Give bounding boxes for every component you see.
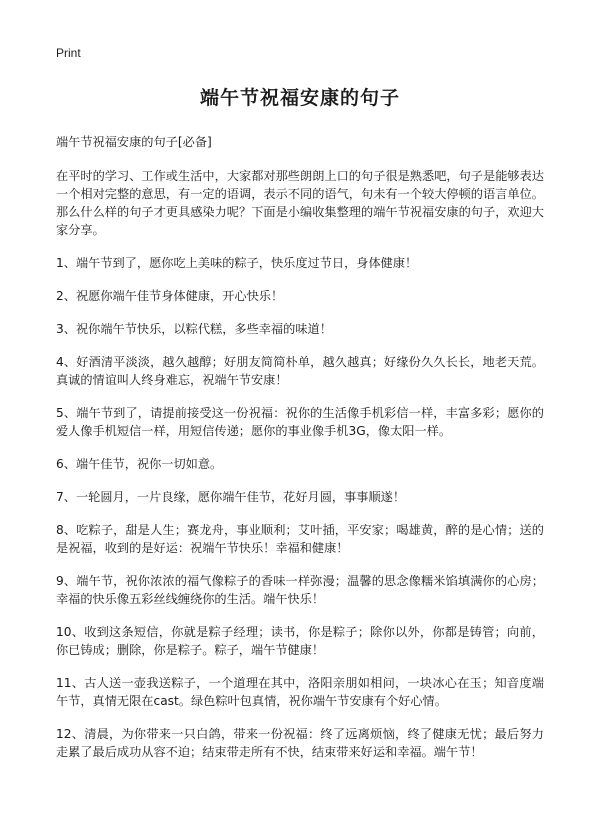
intro-paragraph: 在平时的学习、工作或生活中，大家都对那些朗朗上口的句子很是熟悉吧，句子是能够表达一个相对完整的意思，有一定的语调，表示不同的语气，句未有一个较大停顿的语言单位。那么什么样的句子才更具感染力呢？下面是小编收集整理的端午节祝福安康的句子，欢迎大家分享。 xyxy=(56,169,544,237)
list-item: 3、祝你端午节快乐，以粽代糕，多些幸福的味道！ xyxy=(56,322,332,336)
list-item: 1、端午节到了，愿你吃上美味的粽子，快乐度过节日，身体健康！ xyxy=(56,256,418,270)
list-item: 5、端午节到了，请提前接受这一份祝福：祝你的生活像手机彩信一样，丰富多彩；愿你的爱人像手机短信一样，用短信传递；愿你的事业像手机3G，像太阳一样。 xyxy=(56,406,544,438)
list-item: 6、端午佳节，祝你一切如意。 xyxy=(56,457,223,471)
list-item: 4、好酒清平淡淡，越久越醇；好朋友简简朴单，越久越真；好缘份久久长长，地老天荒。真诚的情谊叫人终身难忘，祝端午节安康！ xyxy=(56,355,544,387)
print-link[interactable]: Print xyxy=(56,46,81,60)
article-subtitle: 端午节祝福安康的句子[必备] xyxy=(56,135,212,149)
list-item: 12、清晨，为你带来一只白鸽，带来一份祝福：终了远离烦恼，终了健康无忧；最后努力走累了最后成功从容不迫；结束带走所有不快，结束带来好运和幸福。端午节！ xyxy=(56,727,544,759)
blessing-list xyxy=(56,254,544,761)
list-item: 7、一轮圆月，一片良缘，愿你端午佳节，花好月圆，事事顺遂！ xyxy=(56,490,406,504)
list-item: 11、古人送一壶我送粽子，一个道理在其中，洛阳亲朋如相问，一块冰心在玉；知音度端午节，真情无限在cast。绿色粽叶包真情，祝你端午节安康有个好心情。 xyxy=(56,676,544,708)
list-item: 2、祝愿你端午佳节身体健康，开心快乐！ xyxy=(56,289,284,303)
list-item: 10、收到这条短信，你就是粽子经理；读书，你是粽子；除你以外，你都是铸管；向前，你已铸成；删除，你是粽子。粽子，端午节健康！ xyxy=(56,625,544,657)
page-title: 端午节祝福安康的句子 xyxy=(199,87,400,109)
list-item: 8、吃粽子，甜是人生；赛龙舟，事业顺利；艾叶插，平安家；喝雄黄，醉的是心情；送的是祝福，收到的是好运：祝端午节快乐！幸福和健康！ xyxy=(56,523,544,555)
list-item: 9、端午节，祝你浓浓的福气像粽子的香味一样弥漫；温馨的思念像糯米馅填满你的心房；幸福的快乐像五彩丝线缠绕你的生活。端午快乐！ xyxy=(56,574,544,606)
